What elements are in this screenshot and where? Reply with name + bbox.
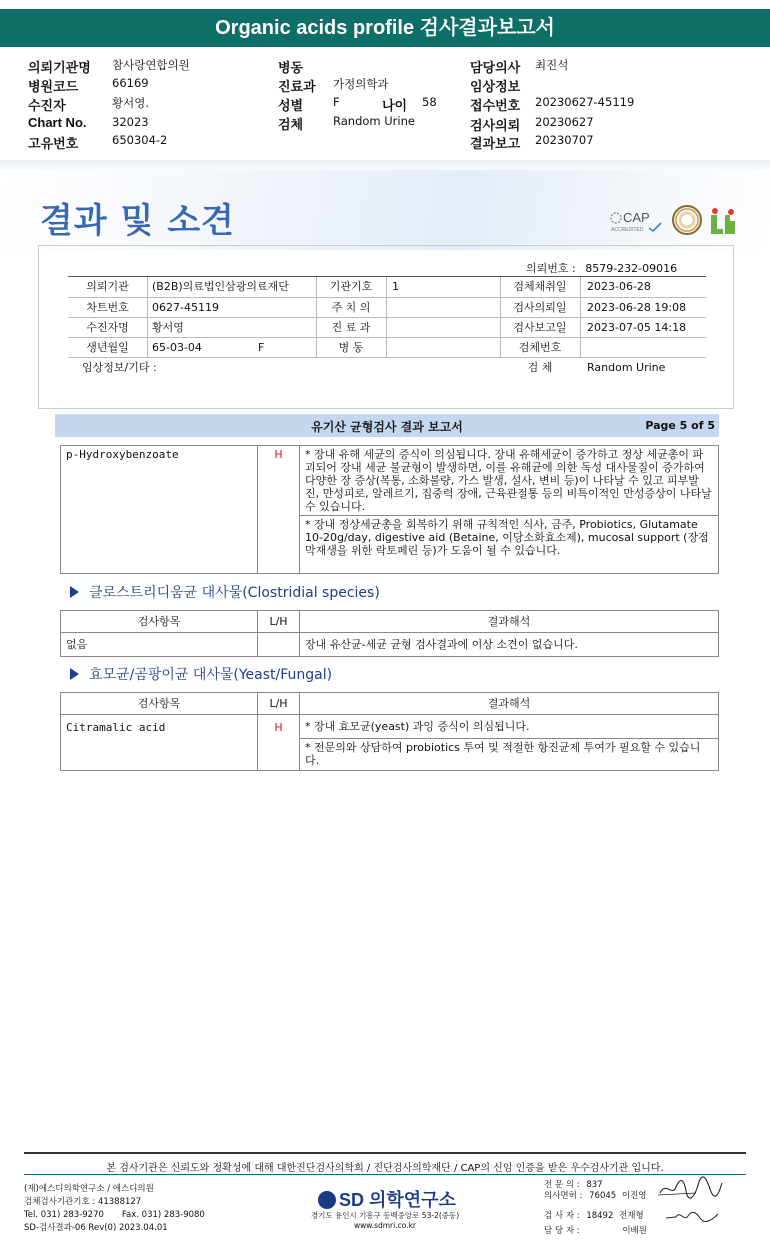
accreditation-note: 본 검사기관은 신뢰도와 정확성에 대해 대한진단검사의학회 / 진단검사의학재단 / CAP의 신임 인증을 받은 우수검사기관 입니다. (106, 1163, 664, 1174)
info-row: 임상정보/기타 : 검 체 Random Urine (68, 357, 706, 377)
page-indicator: Page 5 of 5 (645, 419, 715, 432)
footer-divider (24, 1152, 746, 1154)
examiner-signature (664, 1206, 722, 1226)
specialist-line: 전 문 의 : 837 (544, 1180, 603, 1190)
yeast-table (60, 692, 719, 771)
table-header-row: 검사항목 L/H 결과해석 (61, 693, 719, 715)
dysbiosis-table (60, 445, 719, 574)
examiner-line: 검 사 자 : 18492 전재형 (544, 1211, 644, 1221)
specialist-signature (656, 1175, 726, 1203)
table-row: p-Hydroxybenzoate H * 장내 유해 세균의 증식이 의심됩니다. 장내 유해세균이 증가하고 정상 세균총이 파괴되어 장내 세균 불균형이 발생하면, 이를 유해균에 의한 독성 대사물질이 증가하여 다양한 장 증상(복통, 소화불량, 가스 발생, 설사, 변비 등)이 나타날 수 있고 피부발진, 만성피로, 알레르기, 집중력 장애, 근육관절통 등의 비특이적인 만성증상이 나타날 수 있습니다. (61, 446, 719, 516)
manager-line: 담 당 자 : 이배원 (544, 1226, 647, 1236)
info-row: 의뢰기관 (B2B)의료법인삼광의료재단 기관기호 1 검체채취일 2023-06-28 (86, 280, 651, 293)
sd-lab-logo: SD 의학연구소 (318, 1186, 456, 1212)
table-row: * 전문의와 상담하여 probiotics 투여 및 적절한 항진균제 투여가 필요할 수 있습니다. (61, 739, 719, 771)
report-heading: 유기산 균형검사 결과 보고서 Page 5 of 5 (55, 414, 719, 437)
lab-contact-info: (재)에스디의학연구소 / 에스디의원 검체검사기관기호 : 41388127 Tel. 031) 283-9270 Fax. 031) 283-9080 SD-검사결과-06 Rev(0) 2023.04.01 (24, 1184, 205, 1233)
triangle-bullet-icon (70, 668, 79, 680)
info-row: 수진자명 황서영 진 료 과 검사보고일 2023-07-05 14:18 (68, 317, 706, 337)
info-row: 생년월일 65-03-04 F 병 동 검체번호 (68, 337, 706, 357)
lab-website: www.sdmri.co.kr (353, 1221, 416, 1230)
table-header-row: 검사항목 L/H 결과해석 (61, 611, 719, 633)
table-row: 없음 장내 유산균-세균 균형 검사결과에 이상 소견이 없습니다. (61, 633, 719, 657)
yeast-section-title: 효모균/곰팡이균 대사물(Yeast/Fungal) (70, 664, 332, 684)
sd-logo-icon (318, 1191, 336, 1209)
clostridial-section-title: 클로스트리디움균 대사물(Clostridial species) (70, 582, 380, 602)
certification-seal-icon (672, 205, 702, 235)
cap-text: CAP (623, 210, 650, 225)
cap-logo (609, 208, 665, 234)
results-title: 결과 및 소견 (40, 201, 235, 241)
triangle-bullet-icon (70, 586, 79, 598)
info-row: 차트번호 0627-45119 주 치 의 검사의뢰일 2023-06-28 19:08 (68, 297, 706, 317)
table-row: Citramalic acid H * 장내 효모균(yeast) 과잉 증식이 의심됩니다. (61, 715, 719, 739)
cap-sub-text: ACCREDITED (611, 227, 644, 233)
license-line: 의사면허 : 76045 이진영 (544, 1191, 647, 1201)
table-row: * 장내 정상세균총을 회복하기 위해 규칙적인 식사, 금주, Probiotics, Glutamate 10-20g/day, digestive aid (Betaine, 이당소화효소제), mucosal support (장점막재생을 위한 락토페린 등)가 도움이 될 수 있습니다. (61, 516, 719, 574)
report-title: Organic acids profile 검사결과보고서 (0, 9, 770, 47)
lab-address: 경기도 용인시 기흥구 동백중앙로 53-2(중동) (310, 1211, 460, 1220)
request-number: 의뢰번호 : 8579-232-09016 (526, 262, 678, 275)
clostridial-table (60, 610, 719, 657)
footer-divider-thin (24, 1174, 746, 1175)
request-info-grid (68, 276, 706, 376)
lh-logo (710, 207, 736, 235)
